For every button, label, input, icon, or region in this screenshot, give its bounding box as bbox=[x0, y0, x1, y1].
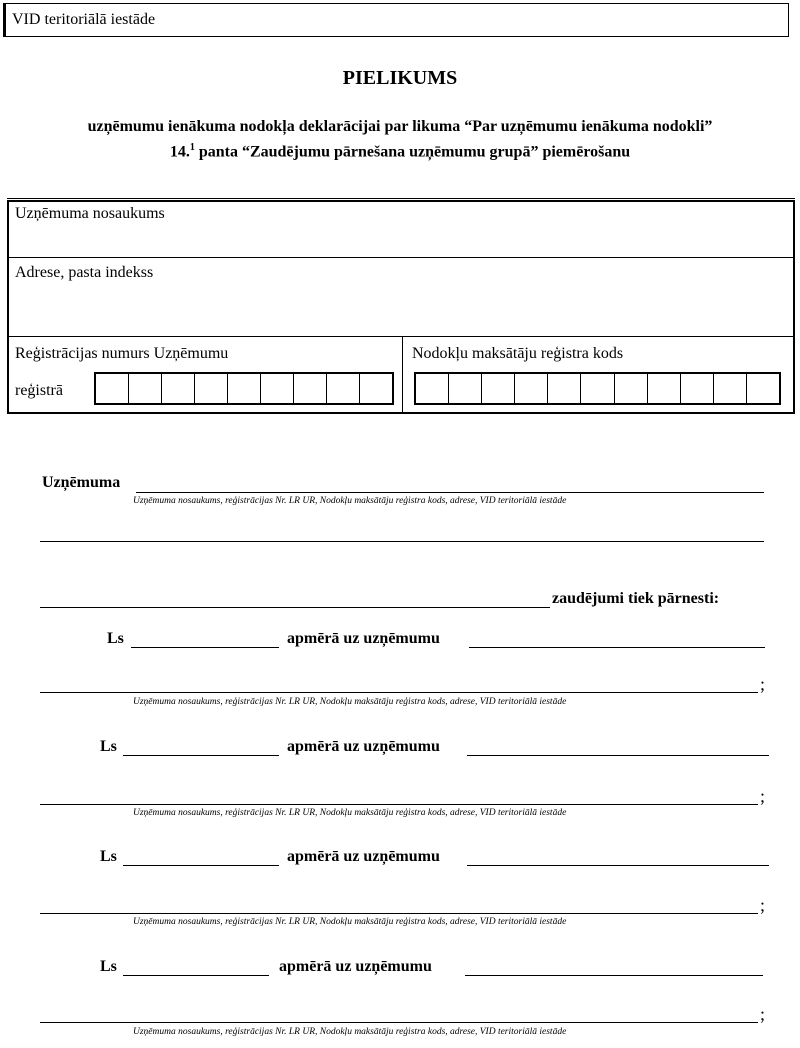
field-caption: Uzņēmuma nosaukums, reģistrācijas Nr. LR UR, Nodokļu maksātāju reģistra kods, adrese, VID teritoriālā iestāde bbox=[133, 808, 567, 818]
amount-to-company-label: apmērā uz uzņēmumu bbox=[287, 848, 440, 865]
semicolon: ; bbox=[760, 1004, 766, 1024]
company-input-line-2[interactable] bbox=[40, 541, 764, 542]
company-name-label: Uzņēmuma nosaukums bbox=[15, 205, 165, 222]
reg-number-label: Reģistrācijas numurs Uzņēmumu bbox=[15, 345, 229, 362]
vid-office-label: VID teritoriālā iestāde bbox=[12, 11, 156, 28]
subtitle-article-rest: panta “Zaudējumu pārnešana uzņēmumu grupā” piemērošanu bbox=[194, 143, 631, 161]
digit-cell[interactable] bbox=[128, 374, 161, 403]
company-label: Uzņēmuma bbox=[42, 474, 121, 491]
digit-cell[interactable] bbox=[260, 374, 293, 403]
address-label: Adrese, pasta indekss bbox=[15, 264, 154, 281]
digit-cell[interactable] bbox=[416, 374, 448, 403]
recipient-company-input[interactable] bbox=[469, 647, 765, 648]
vid-office-box[interactable] bbox=[3, 3, 789, 37]
currency-label: Ls bbox=[100, 738, 117, 755]
semicolon: ; bbox=[760, 674, 766, 694]
digit-cell[interactable] bbox=[96, 374, 128, 403]
currency-label: Ls bbox=[107, 630, 124, 647]
recipient-details-input[interactable] bbox=[40, 692, 758, 693]
amount-input[interactable] bbox=[123, 975, 269, 976]
amount-input[interactable] bbox=[123, 865, 279, 866]
form-divider bbox=[9, 336, 793, 337]
recipient-details-input[interactable] bbox=[40, 1022, 758, 1023]
currency-label: Ls bbox=[100, 958, 117, 975]
page-title: PIELIKUMS bbox=[342, 67, 458, 89]
amount-to-company-label: apmērā uz uzņēmumu bbox=[287, 738, 440, 755]
recipient-company-input[interactable] bbox=[467, 755, 769, 756]
digit-cell[interactable] bbox=[547, 374, 580, 403]
amount-to-company-label: apmērā uz uzņēmumu bbox=[279, 958, 432, 975]
amount-input[interactable] bbox=[131, 647, 279, 648]
subtitle-line-1: uzņēmumu ienākuma nodokļa deklarācijai par likuma “Par uzņēmumu ienākuma nodokli” bbox=[87, 118, 713, 135]
recipient-company-input[interactable] bbox=[465, 975, 763, 976]
losses-transferred-text: zaudējumi tiek pārnesti: bbox=[552, 590, 720, 607]
subtitle-line-2 bbox=[0, 142, 800, 161]
company-input-line[interactable] bbox=[136, 492, 764, 493]
digit-cell[interactable] bbox=[161, 374, 194, 403]
field-caption: Uzņēmuma nosaukums, reģistrācijas Nr. LR UR, Nodokļu maksātāju reģistra kods, adrese, VID teritoriālā iestāde bbox=[133, 697, 567, 707]
tax-code-label: Nodokļu maksātāju reģistra kods bbox=[412, 345, 624, 362]
digit-cell[interactable] bbox=[448, 374, 481, 403]
digit-cell[interactable] bbox=[481, 374, 514, 403]
digit-cell[interactable] bbox=[647, 374, 680, 403]
semicolon: ; bbox=[760, 786, 766, 806]
recipient-company-input[interactable] bbox=[467, 865, 769, 866]
digit-cell[interactable] bbox=[746, 374, 779, 403]
digit-cell[interactable] bbox=[359, 374, 392, 403]
company-details-form bbox=[7, 200, 795, 414]
recipient-details-input[interactable] bbox=[40, 804, 758, 805]
amount-input[interactable] bbox=[123, 755, 279, 756]
losses-input-line[interactable] bbox=[40, 607, 550, 608]
field-caption: Uzņēmuma nosaukums, reģistrācijas Nr. LR UR, Nodokļu maksātāju reģistra kods, adrese, VID teritoriālā iestāde bbox=[133, 1027, 567, 1037]
amount-to-company-label: apmērā uz uzņēmumu bbox=[287, 630, 440, 647]
form-column-divider bbox=[402, 336, 403, 412]
digit-cell[interactable] bbox=[713, 374, 746, 403]
digit-cell[interactable] bbox=[680, 374, 713, 403]
field-caption: Uzņēmuma nosaukums, reģistrācijas Nr. LR UR, Nodokļu maksātāju reģistra kods, adrese, VID teritoriālā iestāde bbox=[133, 496, 567, 506]
digit-cell[interactable] bbox=[326, 374, 359, 403]
field-caption: Uzņēmuma nosaukums, reģistrācijas Nr. LR UR, Nodokļu maksātāju reģistra kods, adrese, VID teritoriālā iestāde bbox=[133, 917, 567, 927]
semicolon: ; bbox=[760, 895, 766, 915]
subtitle-article-sup: 1 bbox=[189, 142, 195, 153]
digit-cell[interactable] bbox=[293, 374, 326, 403]
reg-number-field[interactable] bbox=[94, 372, 394, 405]
reg-number-label-line2: reģistrā bbox=[15, 382, 63, 399]
recipient-details-input[interactable] bbox=[40, 913, 758, 914]
form-top-rule bbox=[7, 198, 795, 199]
tax-code-field[interactable] bbox=[414, 372, 781, 405]
currency-label: Ls bbox=[100, 848, 117, 865]
digit-cell[interactable] bbox=[227, 374, 260, 403]
form-divider bbox=[9, 257, 793, 258]
digit-cell[interactable] bbox=[614, 374, 647, 403]
digit-cell[interactable] bbox=[194, 374, 227, 403]
subtitle-article-number: 14. bbox=[169, 143, 190, 161]
digit-cell[interactable] bbox=[580, 374, 613, 403]
digit-cell[interactable] bbox=[514, 374, 547, 403]
